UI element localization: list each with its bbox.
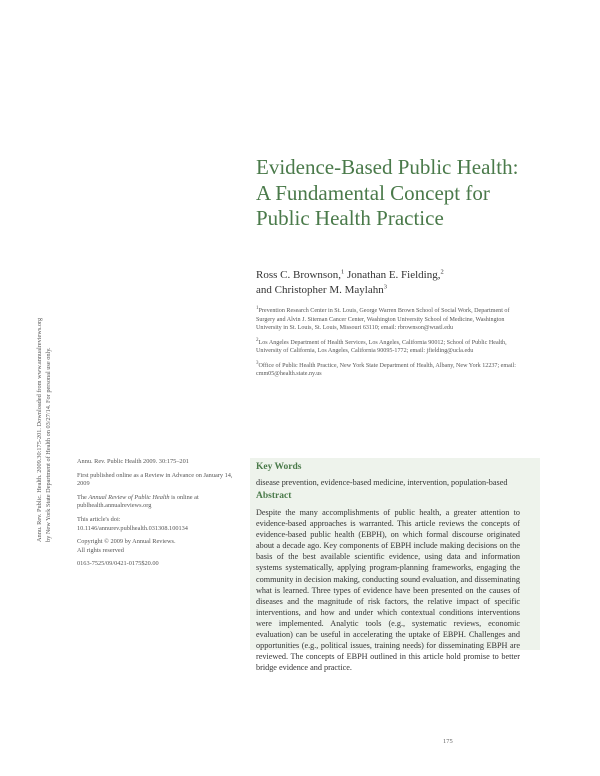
- article-title: Evidence-Based Public Health: A Fundamental Concept for Public Health Practice: [256, 155, 519, 230]
- author-name: and Christopher M. Maylahn: [256, 283, 384, 296]
- abstract-text: Despite the many accomplishments of public health, a greater attention to evidence-based approaches is warranted. This article reviews the concepts of evidence-based public health (EBPH), on which formal discourse originated about a decade ago. Key components of EBPH include making decisions on the basis of the best available scientific evidence, using data and information systems systematically, applying program-planning frameworks, engaging the community in decision making, conducting sound evaluation, and disseminating what is learned. Three types of evidence have been presented on the causes of diseases and the magnitude of risk factors, the relative impact of specific interventions, and how and under which contextual conditions interventions were implemented. Analytic tools (e.g., systematic reviews, economic evaluation) can be useful in accelerating the uptake of EBPH. Challenges and opportunities (e.g., political issues, training needs) for disseminating EBPH are reviewed. The concepts of EBPH outlined in this article hold promise to better bridge evidence and practice.: [256, 508, 520, 673]
- page-number: 175: [443, 738, 453, 745]
- author-name: Ross C. Brownson,: [256, 269, 341, 281]
- author-affiliation-marker: 2: [440, 268, 444, 276]
- doi-value: 10.1146/annurev.publhealth.031308.100134: [77, 524, 188, 532]
- publication-metadata: [77, 458, 239, 574]
- author-affiliation-marker: 3: [383, 282, 387, 290]
- author-name: Jonathan E. Fielding,: [346, 269, 441, 281]
- affiliation-marker: 1: [256, 305, 259, 311]
- doi-block: [77, 516, 239, 533]
- issn: 0163-7525/09/0421-0175$20.00: [77, 560, 159, 568]
- affiliations: [256, 307, 528, 385]
- affiliation-text: Office of Public Health Practice, New York State Department of Health, Albany, New York 12237; email: cmm05@health.state.ny.us: [256, 362, 516, 377]
- affiliation-item: [256, 339, 528, 356]
- journal-note-suffix: is online at publhealth.annualreviews.org: [77, 493, 199, 510]
- affiliation-text: Los Angeles Department of Health Services, Los Angeles, California 90012; School of Public Health, University of California, Los Angeles, California 90095-1772; email: jfielding@ucla.edu: [256, 339, 507, 354]
- journal-note-prefix: The: [77, 493, 89, 501]
- keywords-list: disease prevention, evidence-based medicine, intervention, population-based: [256, 478, 508, 487]
- journal-online-note: [77, 494, 239, 511]
- copyright-text: Copyright © 2009 by Annual Reviews.: [77, 538, 176, 546]
- affiliation-item: [256, 307, 528, 333]
- affiliation-text: Prevention Research Center in St. Louis, George Warren Brown School of Social Work, Department of Surgery and Alvin J. Siteman Cancer Center, Washington University School of Medicine, Washington University in St. Louis, St. Louis, Missouri 63110; email: rbrownson@wustl.edu: [256, 308, 510, 331]
- download-notice: [36, 242, 53, 542]
- affiliation-item: [256, 362, 528, 379]
- keywords-heading: Key Words: [256, 462, 302, 472]
- affiliation-marker: 3: [256, 360, 259, 366]
- rights-text: All rights reserved: [77, 546, 124, 554]
- affiliation-marker: 2: [256, 337, 259, 343]
- journal-name: Annual Review of Public Health: [88, 493, 170, 501]
- abstract-heading: Abstract: [256, 491, 292, 501]
- download-notice-line-2: by New York State Department of Health on 03/27/14. For personal use only.: [44, 347, 52, 542]
- copyright-block: [77, 538, 239, 555]
- citation: Annu. Rev. Public Health 2009. 30:175–201: [77, 458, 189, 465]
- doi-label: This article's doi:: [77, 515, 121, 523]
- first-published-note: First published online as a Review in Advance on January 14, 2009: [77, 471, 233, 488]
- download-notice-line-1: Annu. Rev. Public. Health. 2009.30:175-201. Downloaded from www.annualreviews.org: [36, 317, 43, 542]
- author-list: [256, 268, 536, 297]
- author-affiliation-marker: 1: [340, 268, 345, 276]
